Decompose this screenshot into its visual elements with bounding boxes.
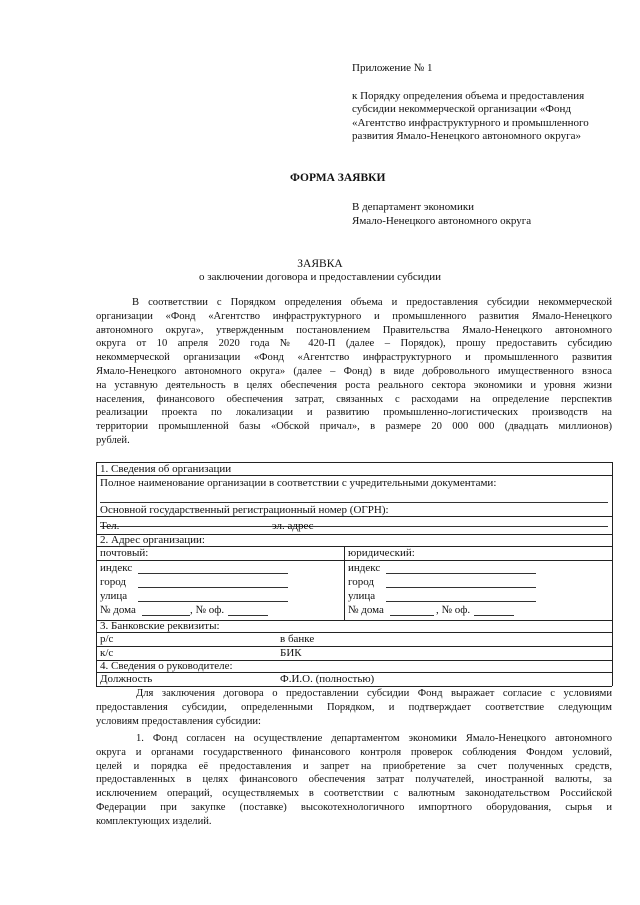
intro-line: В соответствии с Порядком определения объема и предоставления субсидии некоммерческой [132,297,612,308]
postal-street-label: улица [100,590,128,602]
legal-street-label: улица [348,590,376,602]
legal-office-label: , № оф. [436,604,471,616]
legal-office-field[interactable] [474,615,514,616]
intro-line: некоммерческой организации «Фонд «Агентство инфраструктурного и промышленного развития [96,352,612,364]
postal-house-label: № дома [100,604,136,616]
intro-paragraph [96,296,612,448]
intro-line: округа от 10 апреля 2020 года № 420-П (далее – Порядок), прошу предоставить субсидию [96,338,612,350]
ogrn-field[interactable] [100,526,608,527]
postal-office-label: , № оф. [190,604,225,616]
section-address: 2. Адрес организации: [100,534,205,546]
full-name-field[interactable] [100,502,608,503]
legal-street-field[interactable] [386,601,536,602]
postal-street-field[interactable] [138,601,288,602]
intro-line: населения, финансового обеспечения затрат, связанных с расходами на определение перспектив [96,393,612,405]
rs-label: р/с [100,633,114,645]
consent-line: предоставления субсидии, определенными Порядком, и подтверждает соответствие следующим [96,701,612,713]
postal-city-field[interactable] [138,587,288,588]
legal-house-field[interactable] [390,615,434,616]
item-line: 1. Фонд согласен на осуществление департаментом экономики Ямало-Ненецкого автономного [136,733,612,744]
item-line: Федерации при закупке (поставке) высокотехнологичного импортного оборудования, сырья и [96,801,612,813]
legal-index-field[interactable] [386,573,536,574]
intro-line: Ямало-Ненецкого автономного округа» (далее – Фонд) в виде добровольного имущественного взноса [96,365,612,377]
section-head: 4. Сведения о руководителе: [100,660,233,672]
legal-city-field[interactable] [386,587,536,588]
application-subtitle: о заключении договора и предоставлении субсидии [198,271,442,283]
legal-address-label: юридический: [348,547,415,559]
form-title: ФОРМА ЗАЯВКИ [290,172,386,184]
appendix-text [352,90,589,144]
appendix-line: к Порядку определения объема и предоставления [352,90,585,102]
organization-form [96,462,612,686]
condition-item-1 [96,732,612,829]
appendix-line: «Агентство инфраструктурного и промышленного [352,116,589,129]
consent-line: Для заключения договора о предоставлении субсидии Фонд выражает согласие с условиями [136,688,612,699]
legal-city-label: город [348,576,375,588]
intro-line: рублей. [96,434,130,446]
ogrn-label: Основной государственный регистрационный номер (ОГРН): [100,504,389,516]
legal-index-label: индекс [348,562,381,574]
appendix-line: развития Ямало-Ненецкого автономного округа» [352,130,581,143]
intro-line: территории промышленной базы «Обской причал», в размере 20 000 000 (двадцать миллионов) [96,421,612,433]
postal-index-field[interactable] [138,573,288,574]
intro-line: реализации проекта по локализации и развитию промышленно-логистических производств на [96,407,612,419]
postal-office-field[interactable] [228,615,268,616]
item-line: предоставленных в целях финансового обеспечения затрат получателей, иностранной валюты, за [96,774,612,786]
addressee-line: Ямало-Ненецкого автономного округа [352,214,532,227]
postal-address-label: почтовый: [100,547,149,559]
ks-label: к/с [100,647,114,659]
email-label: эл. адрес [272,520,314,532]
intro-line: на уставную деятельность в целях обеспечения роста реального сектора экономики и уровня жизни [96,379,612,391]
item-line: целей и порядка её предоставления и запрет на приобретение за счет полученных средств, [96,760,612,772]
section-bank: 3. Банковские реквизиты: [100,620,220,632]
addressee-line: В департамент экономики [352,201,475,213]
postal-house-field[interactable] [142,615,190,616]
fio-label: Ф.И.О. (полностью) [280,673,375,685]
position-label: Должность [100,673,153,685]
section-organization: 1. Сведения об организации [100,463,232,475]
bank-label: в банке [280,633,315,645]
full-name-label: Полное наименование организации в соответствии с учредительными документами: [100,477,497,489]
application-title: ЗАЯВКА [297,258,343,270]
item-line: комплектующих изделий. [96,815,212,827]
item-line: округа и органами государственного финансового контроля проверок соблюдения Фондом условий, [96,746,612,758]
appendix-line: субсидии некоммерческой организации «Фонд [352,103,571,116]
legal-house-label: № дома [348,604,384,616]
appendix-title: Приложение № 1 [352,62,433,74]
phone-label: Тел. [100,520,120,532]
addressee [352,201,531,228]
intro-line: автономного округа», утвержденным постановлением Правительства Ямало-Ненецкого автономного [96,324,612,336]
postal-city-label: город [100,576,127,588]
intro-line: организации «Фонд «Агентство инфраструктурного и промышленного развития Ямало-Ненецкого [96,310,612,322]
item-line: исключением операций, осуществляемых в соответствии с валютным законодательством Российской [96,788,612,800]
postal-index-label: индекс [100,562,133,574]
consent-paragraph [96,687,612,728]
bik-label: БИК [280,647,302,659]
consent-line: условиям предоставления субсидии: [96,715,261,727]
